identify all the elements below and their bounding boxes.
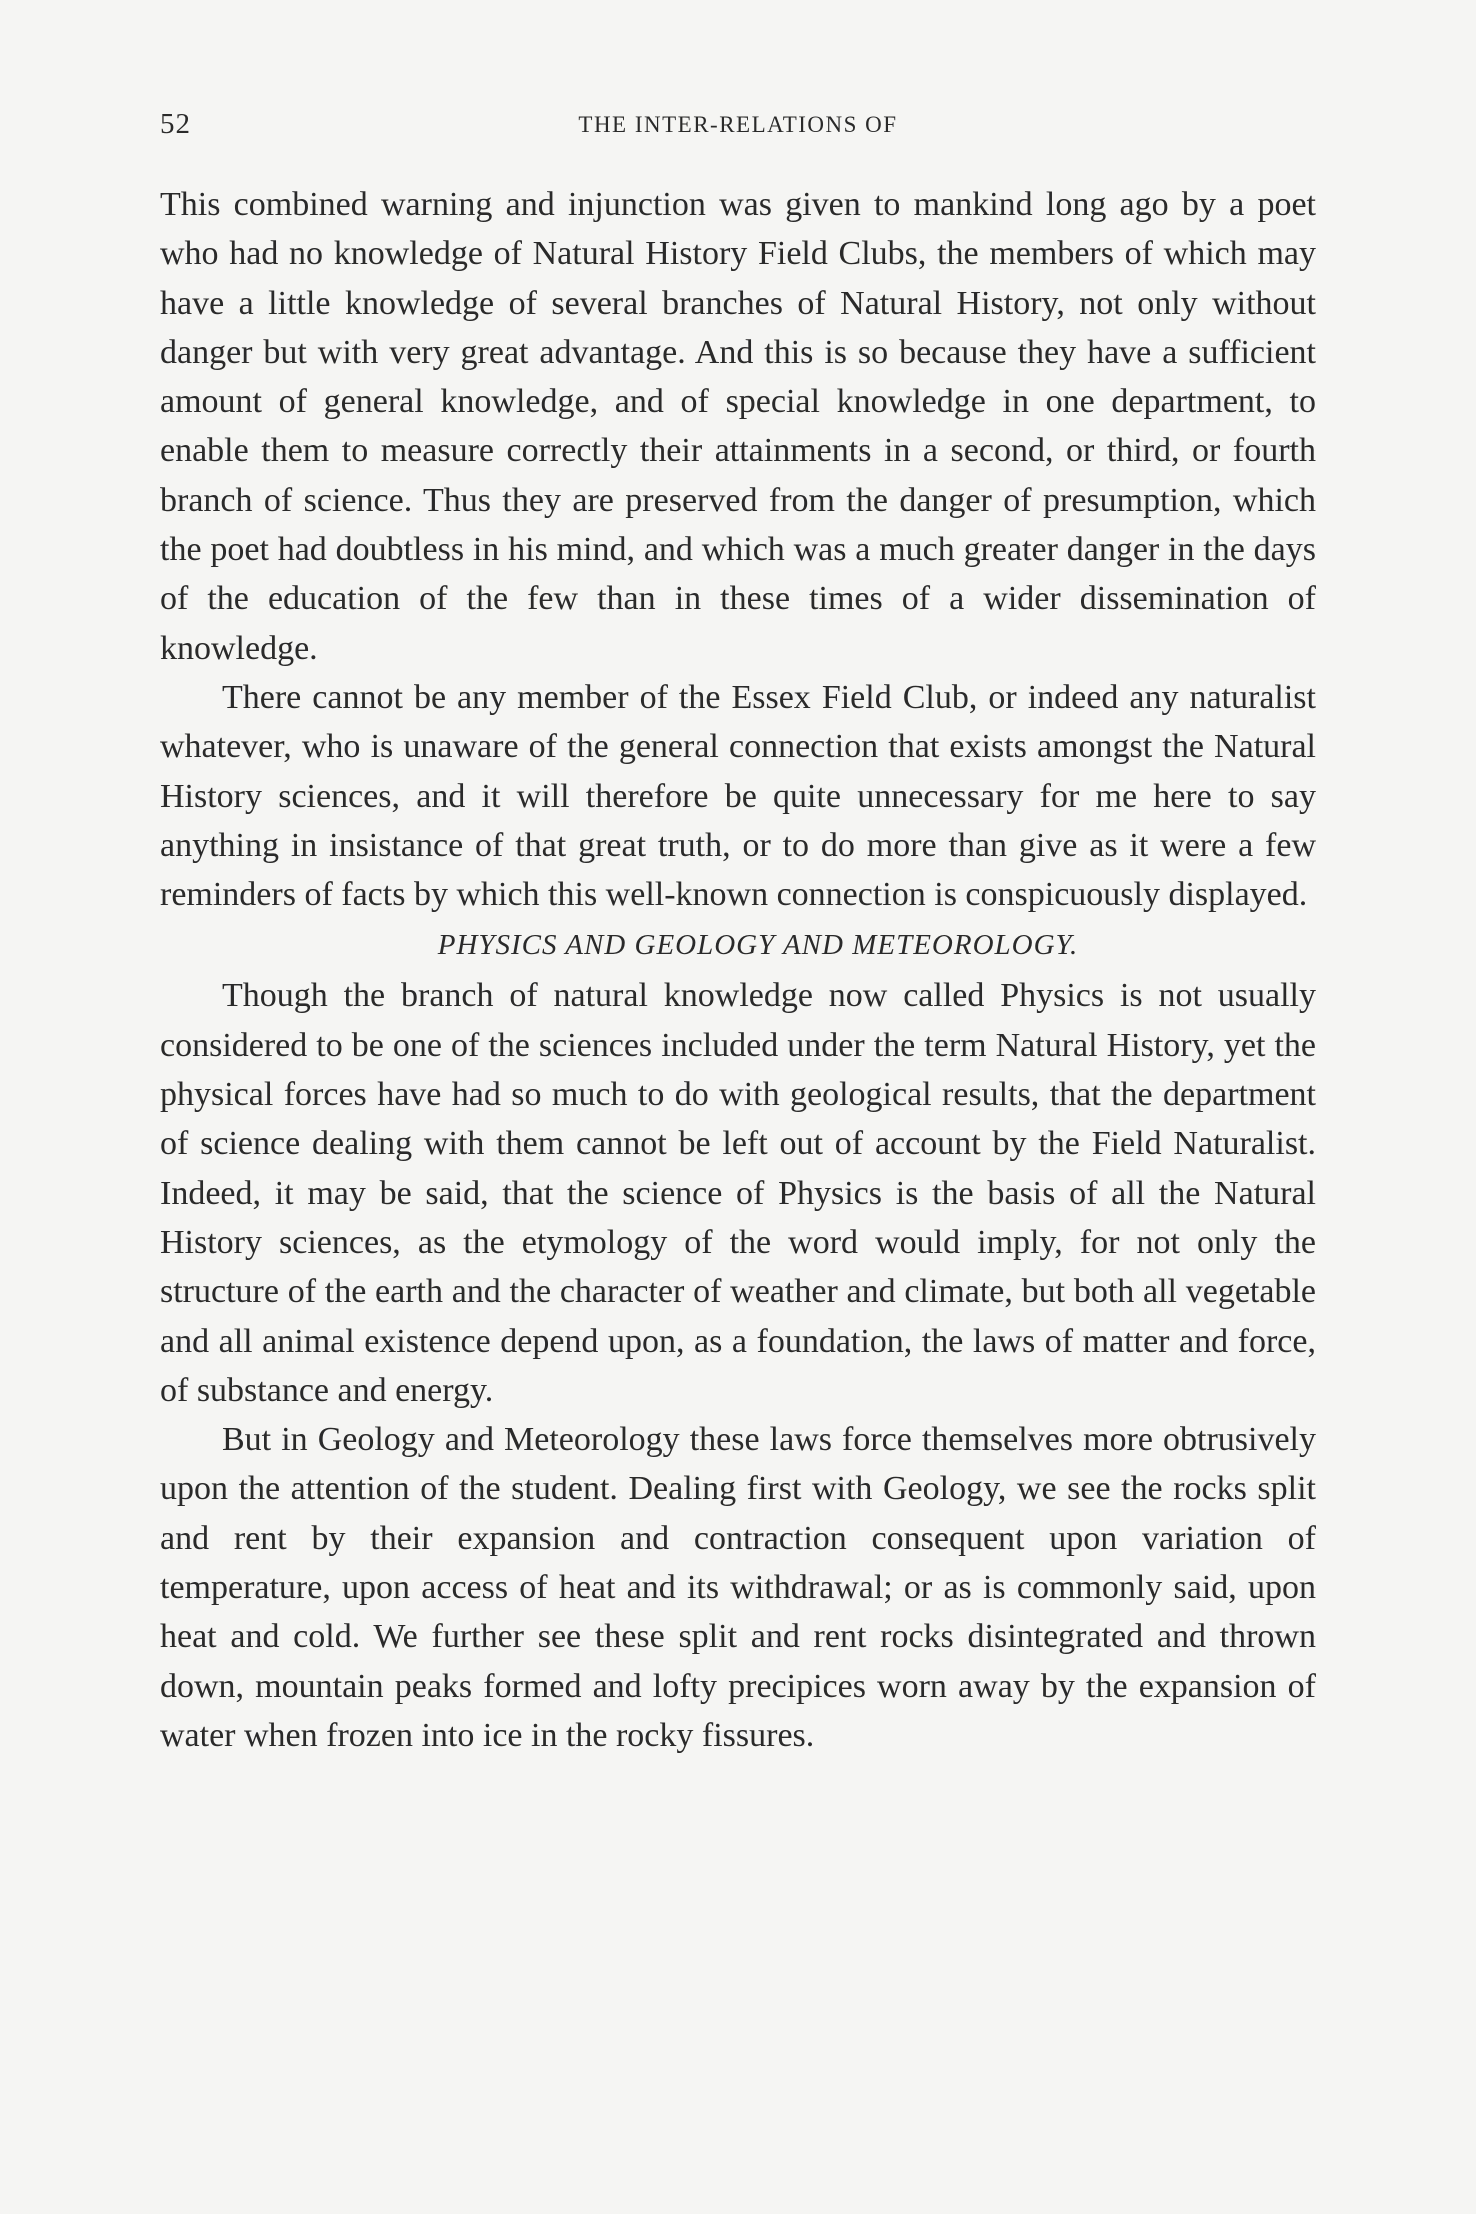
- body-text: [160, 180, 1316, 1760]
- paragraph-4: But in Geology and Meteorology these laws force themselves more obtrusively upon the attention of the student. Dealing first with Geology, we see the rocks split and rent by their expansion and contraction consequent upon variation of temperature, upon access of heat and its withdrawal; or as is commonly said, upon heat and cold. We further see these split and rent rocks disintegrated and thrown down, mountain peaks formed and lofty precipices worn away by the expansion of water when frozen into ice in the rocky fissures.: [160, 1421, 1316, 1754]
- section-heading: PHYSICS AND GEOLOGY AND METEOROLOGY.: [437, 929, 1079, 962]
- paragraph-3: Though the branch of natural knowledge now called Physics is not usually considered to be one of the sciences included under the term Natural History, yet the physical forces have had so much to do with geological results, that the department of science dealing with them cannot be left out of account by the Field Naturalist. Indeed, it may be said, that the science of Physics is the basis of all the Natural History sciences, as the etymology of the word would imply, for not only the structure of the earth and the character of weather and climate, but both all vegetable and all animal existence depend upon, as a foundation, the laws of matter and force, of substance and energy.: [160, 977, 1316, 1409]
- running-head: THE INTER-RELATIONS OF: [578, 112, 898, 137]
- page-header: [160, 108, 1316, 148]
- paragraph-2: There cannot be any member of the Essex Field Club, or indeed any naturalist whatever, who is unaware of the general connection that exists amongst the Natural History sciences, and it will therefore be quite unnecessary for me here to say anything in insistance of that great truth, or to do more than give as it were a few reminders of facts by which this well-known connection is conspicuously displayed.: [160, 678, 1316, 914]
- page-number: 52: [160, 108, 191, 140]
- paragraph-1: This combined warning and injunction was given to mankind long ago by a poet who had no knowledge of Natural History Field Clubs, the members of which may have a little knowledge of several branches of Natural History, not only without danger but with very great advantage. And this is so because they have a sufficient amount of general knowledge, and of special knowledge in one department, to enable them to measure correctly their attainments in a second, or third, or fourth branch of science. Thus they are preserved from the danger of presumption, which the poet had doubtless in his mind, and which was a much greater danger in the days of the education of the few than in these times of a wider dissemination of knowledge.: [160, 186, 1316, 667]
